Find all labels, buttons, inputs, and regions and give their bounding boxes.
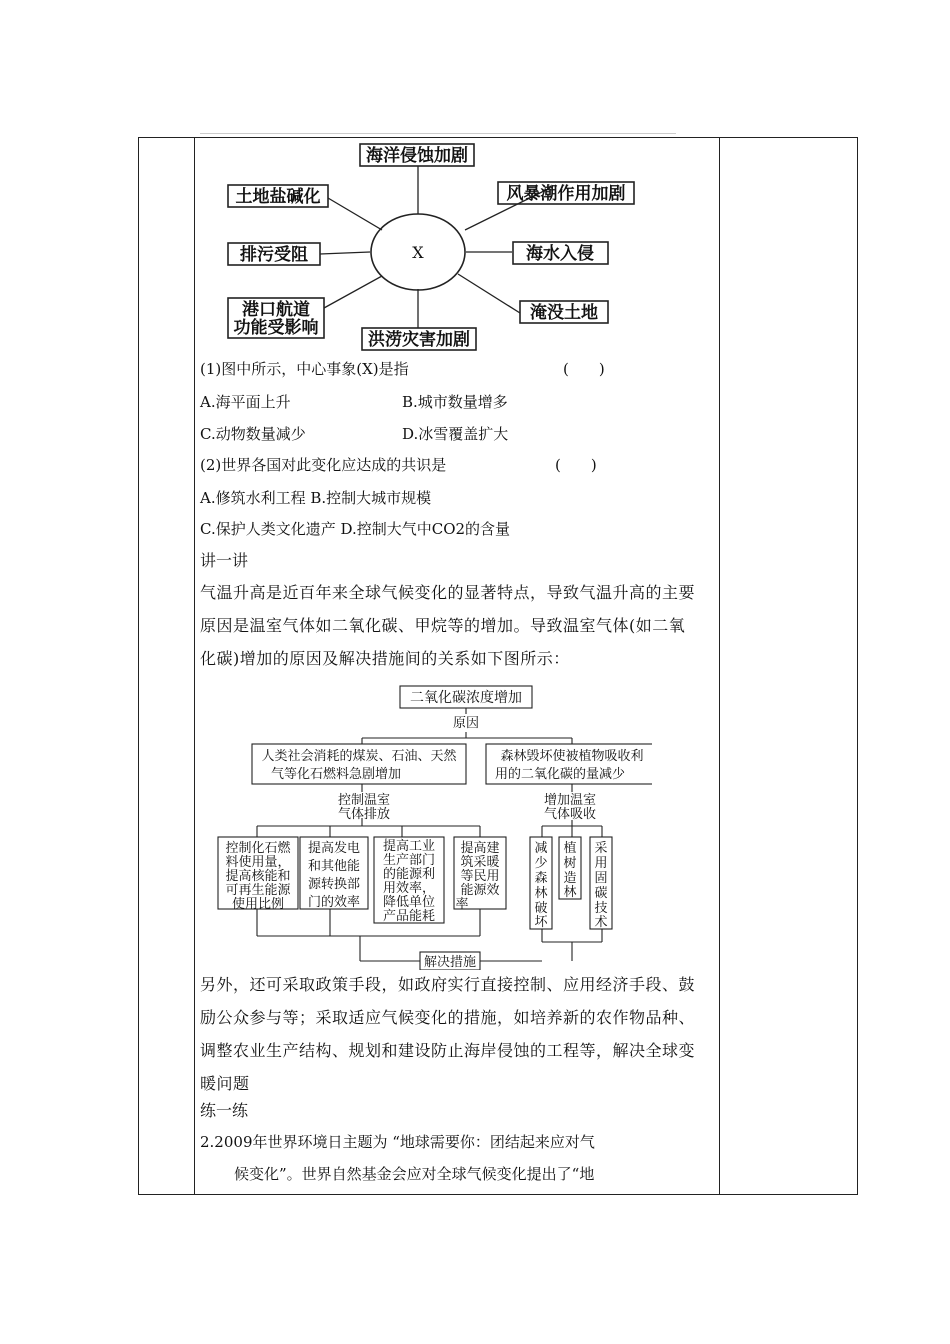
measure-text: 源转换部 <box>307 877 361 892</box>
column-divider <box>194 138 195 1194</box>
measure-text: 料使用量， <box>225 855 291 870</box>
node-label: 淹没土地 <box>530 303 598 323</box>
node-label: 海洋侵蚀加剧 <box>366 146 468 166</box>
co2-measures-diagram <box>212 680 652 970</box>
cause-label: 原因 <box>452 716 480 731</box>
option-a: A.海平面上升 <box>200 393 291 411</box>
section-practice: 练一练 <box>200 1101 249 1120</box>
text-line: 另外，还可采取政策手段，如政府实行直接控制、应用经济手段、鼓 <box>200 975 696 994</box>
text-line: 暖问题 <box>200 1074 250 1093</box>
measure-text: 提高发电 <box>307 841 361 856</box>
measure-text: 门的效率 <box>307 895 361 910</box>
measure-text: 率 <box>455 897 469 912</box>
node-label: 洪涝灾害加剧 <box>368 330 470 350</box>
node-label: 功能受影响 <box>233 318 319 338</box>
question-1-stem: (1)图中所示，中心事象(X)是指 <box>200 360 409 378</box>
control-label: 控制温室 <box>337 793 391 808</box>
text-line: 化碳)增加的原因及解决措施间的关系如下图所示： <box>200 649 570 668</box>
control-label: 气体排放 <box>337 807 391 822</box>
measure-text: 提高工业 <box>382 839 436 854</box>
increase-label: 增加温室 <box>543 793 597 808</box>
cause-left-line: 气等化石燃料急剧增加 <box>270 767 402 782</box>
top-box-label: 二氧化碳浓度增加 <box>410 690 522 706</box>
measure-text: 等民用 <box>460 869 500 884</box>
measure-text: 采 <box>594 841 608 856</box>
image-top-edge <box>200 133 676 134</box>
measure-text: 少 <box>534 856 548 871</box>
column-divider <box>719 138 720 1194</box>
measure-text: 术 <box>594 915 608 930</box>
answer-bracket: ( ) <box>555 456 597 474</box>
measure-text: 提高建 <box>460 841 500 856</box>
measure-text: 技 <box>594 901 608 916</box>
measure-text: 和其他能 <box>307 859 361 874</box>
measure-text: 的能源利 <box>382 867 436 882</box>
question-3-line: 2.2009年世界环境日主题为 “地球需要你：团结起来应对气 <box>200 1133 595 1151</box>
measure-text: 生产部门 <box>382 853 436 868</box>
measure-text: 控制化石燃 <box>225 841 291 856</box>
measure-text: 减 <box>534 841 548 856</box>
sea-level-diagram <box>200 138 680 354</box>
text-line: 励公众参与等；采取适应气候变化的措施，如培养新的农作物品种、 <box>200 1008 696 1027</box>
measure-text: 用 <box>594 856 608 871</box>
cause-right-line: 用的二氧化碳的量减少 <box>494 767 626 782</box>
cause-left-line: 人类社会消耗的煤炭、石油、天然 <box>261 749 457 764</box>
question-3-line: 候变化”。世界自然基金会应对全球气候变化提出了“地 <box>234 1165 595 1183</box>
question-2-stem: (2)世界各国对此变化应达成的共识是 <box>200 456 447 474</box>
center-label: X <box>412 243 424 262</box>
measure-text: 造 <box>563 871 577 886</box>
node-label: 土地盐碱化 <box>235 187 321 207</box>
measure-text: 林 <box>563 885 577 900</box>
measure-text: 固 <box>594 871 608 886</box>
node-label: 港口航道 <box>242 300 310 320</box>
measure-text: 林 <box>534 886 548 901</box>
node-label: 海水入侵 <box>526 244 594 264</box>
measure-text: 产品能耗 <box>382 909 436 924</box>
measure-text: 降低单位 <box>382 895 436 910</box>
increase-label: 气体吸收 <box>543 807 597 822</box>
option-c: C.动物数量减少 <box>200 425 306 443</box>
options-cd: C.保护人类文化遗产 D.控制大气中CO2的含量 <box>200 520 511 538</box>
measure-text: 能源效 <box>460 883 500 898</box>
measure-text: 使用比例 <box>231 897 285 912</box>
measure-text: 提高核能和 <box>225 869 291 884</box>
measure-text: 可再生能源 <box>225 883 291 898</box>
text-line: 原因是温室气体如二氧化碳、甲烷等的增加。导致温室气体(如二氧 <box>200 616 686 635</box>
measure-text: 森 <box>534 871 548 886</box>
paragraph-2 <box>200 968 712 1100</box>
measure-text: 植 <box>563 841 577 856</box>
text-line: 调整农业生产结构、规划和建设防止海岸侵蚀的工程等，解决全球变 <box>200 1041 696 1060</box>
measure-text: 树 <box>563 856 577 871</box>
cause-right-line: 森林毁坏使被植物吸收利 <box>500 749 644 764</box>
text-line: 气温升高是近百年来全球气候变化的显著特点，导致气温升高的主要 <box>200 583 696 602</box>
answer-bracket: ( ) <box>563 360 605 378</box>
measure-text: 用效率， <box>382 881 436 896</box>
solution-label: 解决措施 <box>423 955 477 970</box>
option-b: B.城市数量增多 <box>402 393 508 411</box>
node-label: 排污受阻 <box>240 245 308 265</box>
measure-text: 坏 <box>534 915 548 930</box>
options-ab: A.修筑水利工程 B.控制大城市规模 <box>200 489 432 507</box>
measure-text: 碳 <box>594 886 608 901</box>
section-speak: 讲一讲 <box>200 551 249 570</box>
option-d: D.冰雪覆盖扩大 <box>402 425 509 443</box>
measure-text: 筑采暖 <box>460 855 500 870</box>
measure-text: 破 <box>534 901 548 916</box>
node-label: 风暴潮作用加剧 <box>506 184 626 204</box>
paragraph-1 <box>200 576 712 675</box>
